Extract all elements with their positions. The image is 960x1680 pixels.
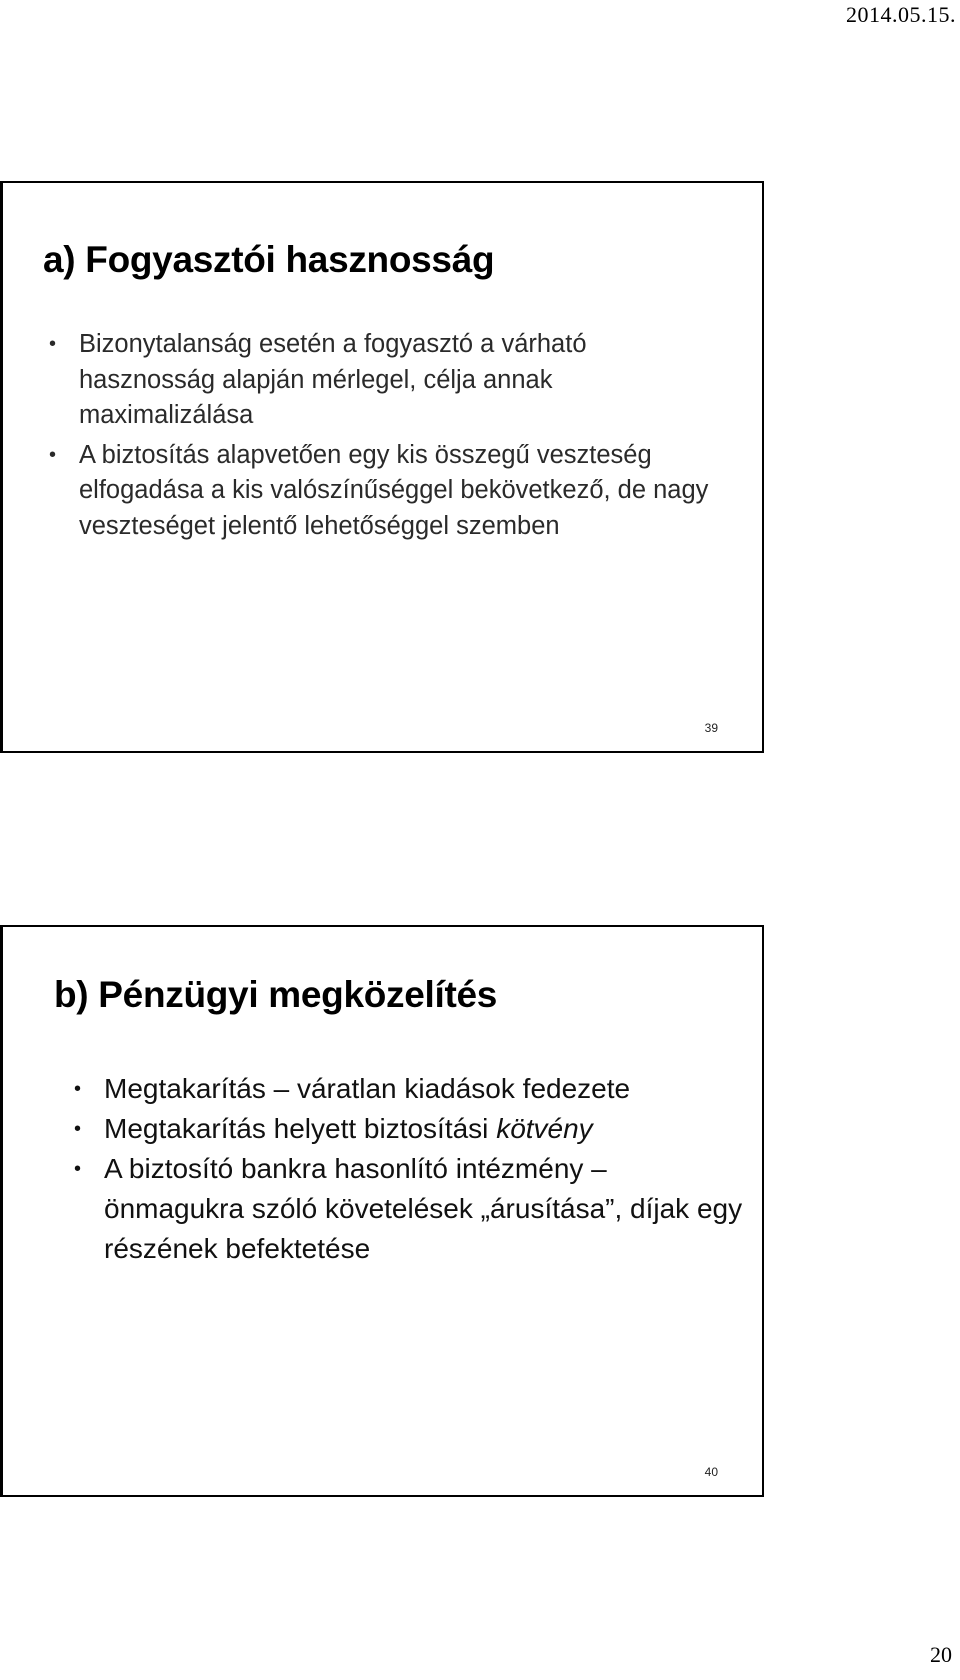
bullet-text: Megtakarítás – váratlan kiadások fedezete <box>104 1073 631 1104</box>
list-item <box>49 327 729 434</box>
bullet-dot-icon: • <box>49 333 57 355</box>
bullet-list <box>49 327 729 544</box>
slide-title: b) Pénzügyi megközelítés <box>54 974 498 1015</box>
bullet-text: A biztosítás alapvetően egy kis összegű veszteség elfogadása a kis valószínűséggel bekövetkező, de nagy veszteséget jelentő lehetőséggel szemben <box>79 440 709 540</box>
slide-number: 39 <box>704 721 718 735</box>
bullet-dot-icon: • <box>74 1078 82 1100</box>
slide-number: 40 <box>704 1465 718 1479</box>
bullet-emphasis: kötvény <box>496 1113 593 1144</box>
slide-39 <box>0 181 764 753</box>
bullet-dot-icon: • <box>74 1118 82 1140</box>
bullet-dot-icon: • <box>74 1158 82 1180</box>
page-number: 20 <box>930 1642 952 1667</box>
bullet-dot-icon: • <box>49 443 57 466</box>
slide-title: a) Fogyasztói hasznosság <box>43 239 495 280</box>
list-item <box>49 438 729 545</box>
bullet-list <box>74 1069 754 1269</box>
bullet-text: A biztosító bankra hasonlító intézmény – önmagukra szóló követelések „árusítása”, díjak egy részének befektetése <box>104 1153 743 1264</box>
bullet-text: Bizonytalanság esetén a fogyasztó a várható hasznosság alapján mérlegel, célja annak maximalizálása <box>79 330 587 429</box>
header-date: 2014.05.15. <box>846 2 956 27</box>
list-item <box>74 1069 754 1109</box>
slide-40 <box>0 925 764 1497</box>
bullet-text: Megtakarítás helyett biztosítási <box>104 1113 497 1144</box>
list-item <box>74 1149 754 1269</box>
list-item <box>74 1109 754 1149</box>
